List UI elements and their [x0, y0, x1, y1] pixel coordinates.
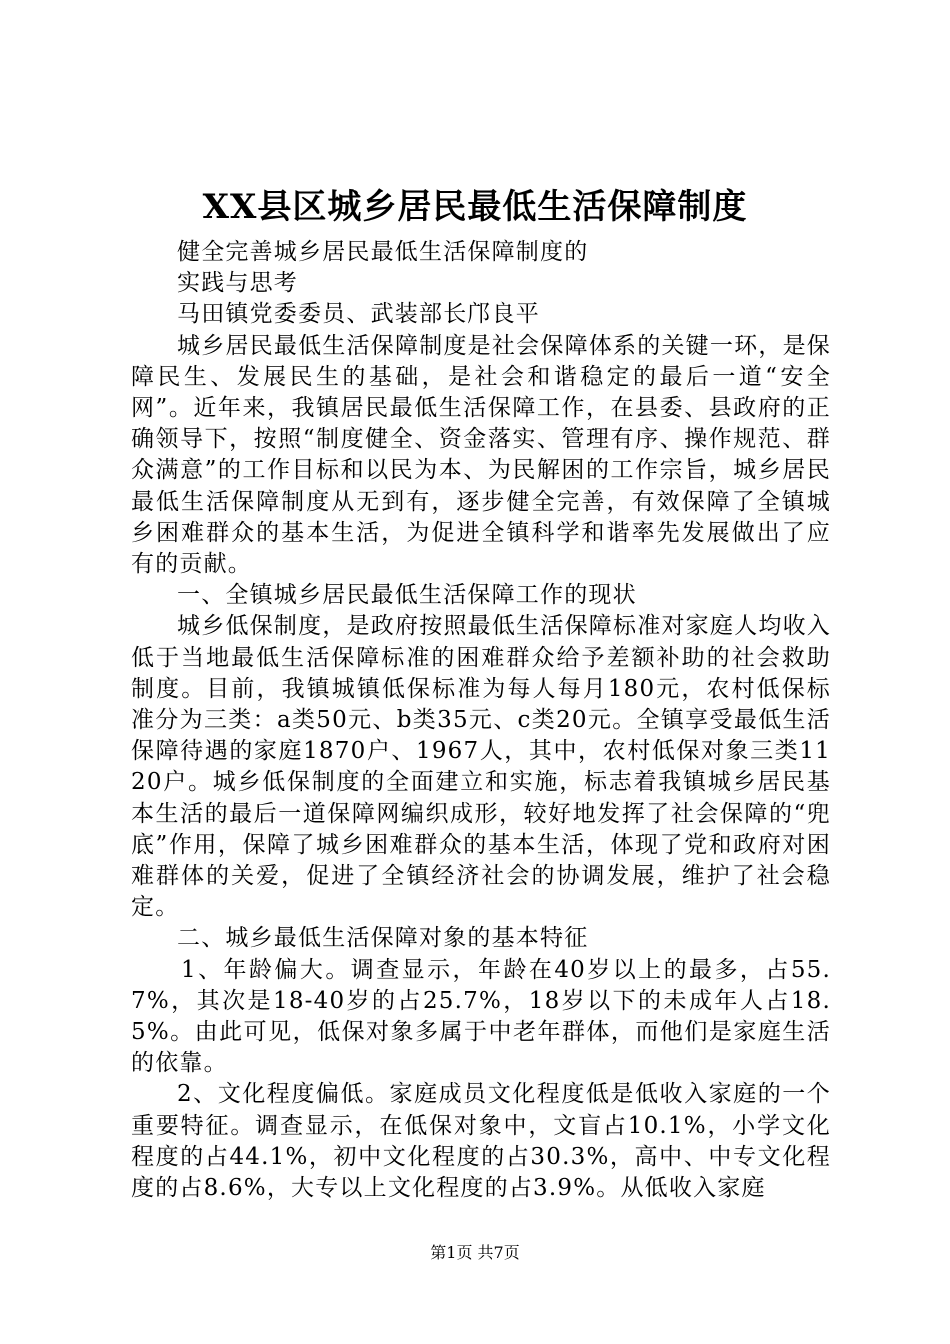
section-heading-1: 一、全镇城乡居民最低生活保障工作的现状 — [177, 582, 637, 609]
section-heading-2: 二、城乡最低生活保障对象的基本特征 — [177, 925, 589, 952]
section-1-paragraph: 城乡低保制度，是政府按照最低生活保障标准对家庭人均收入低于当地最低生活保障标准的困难群众给予差额补助的社会救助制度。目前，我镇城镇低保标准为每人每月180元，农村低保标准分为三类：a类50元、b类35元、c类20元。全镇享受最低生活保障待遇的家庭1870户、1967人，其中，农村低保对象三类1120户。城乡低保制度的全面建立和实施，标志着我镇城乡居民基本生活的最后一道保障网编织成形，较好地发挥了社会保障的“兜底”作用，保障了城乡困难群众的基本生活，体现了党和政府对困难群体的关爱，促进了全镇经济社会的协调发展，维护了社会稳定。 — [131, 613, 831, 921]
subtitle-line-2: 实践与思考 — [177, 270, 298, 297]
author-line: 马田镇党委委员、武装部长邝良平 — [177, 301, 540, 328]
document-body — [131, 237, 831, 1204]
intro-paragraph: 城乡居民最低生活保障制度是社会保障体系的关键一环，是保障民生、发展民生的基础，是社会和谐稳定的最后一道“安全网”。近年来，我镇居民最低生活保障工作，在县委、县政府的正确领导下，按照“制度健全、资金落实、管理有序、操作规范、群众满意”的工作目标和以民为本、为民解困的工作宗旨，城乡居民最低生活保障制度从无到有，逐步健全完善，有效保障了全镇城乡困难群众的基本生活，为促进全镇科学和谐率先发展做出了应有的贡献。 — [131, 332, 831, 578]
page-footer: 第1页 共7页 — [430, 1243, 520, 1262]
subtitle-line-1: 健全完善城乡居民最低生活保障制度的 — [177, 239, 589, 265]
document-title: XX县区城乡居民最低生活保障制度 — [202, 187, 748, 227]
section-2-item-2: 2、文化程度偏低。家庭成员文化程度低是低收入家庭的一个重要特征。调查显示，在低保对象中，文盲占10.1%，小学文化程度的占44.1%，初中文化程度的占30.3%，高中、中专文化程度的占8.6%，大专以上文化程度的占3.9%。从低收入家庭 — [131, 1081, 831, 1202]
section-2-item-1: 1、年龄偏大。调查显示，年龄在40岁以上的最多，占55.7%，其次是18-40岁的占25.7%，18岁以下的未成年人占18.5%。由此可见，低保对象多属于中老年群体，而他们是家庭生活的依靠。 — [131, 956, 831, 1077]
